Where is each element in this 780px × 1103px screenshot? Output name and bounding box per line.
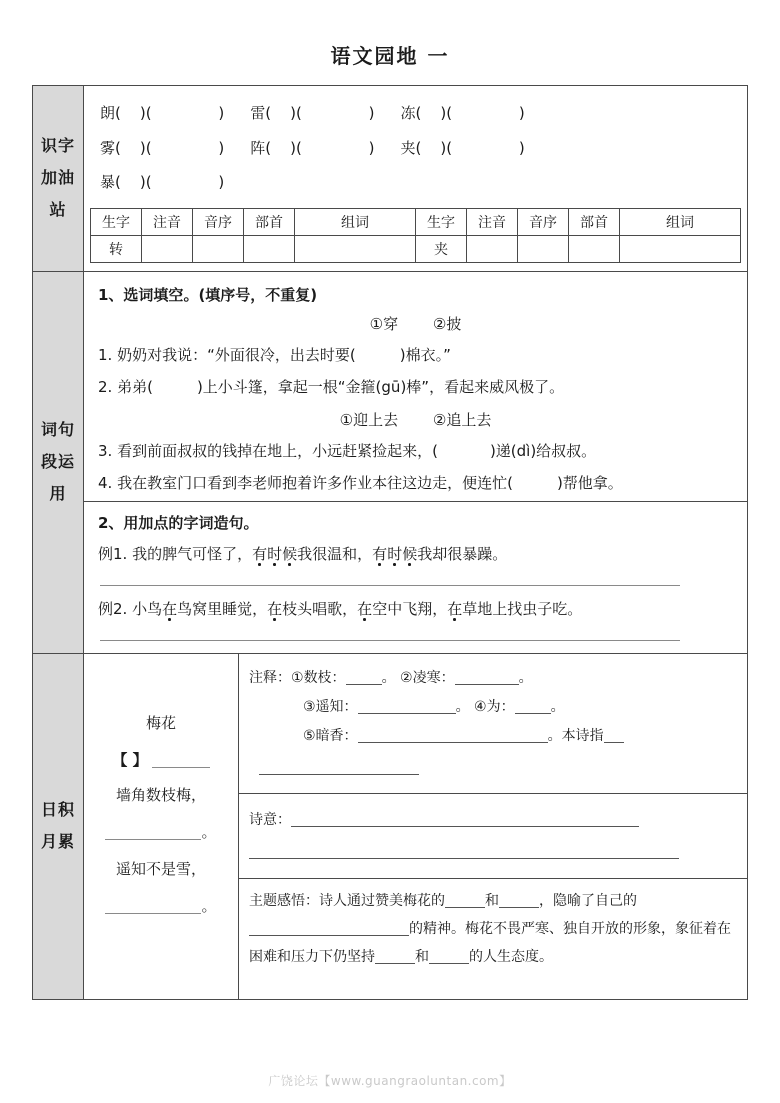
char-practice-rows bbox=[84, 86, 747, 206]
ex2-p0: 小鸟 bbox=[132, 599, 163, 618]
poem-line-3: 遥知不是雪， bbox=[115, 859, 206, 878]
note-num-3: ③ bbox=[303, 698, 316, 715]
question-1-item-2 bbox=[84, 370, 747, 403]
note-term-4: 为： bbox=[486, 698, 515, 715]
note-term-2: 凌寒： bbox=[412, 669, 455, 686]
cell-bushou-1[interactable] bbox=[244, 235, 295, 262]
col-header-yinxu-1: 音序 bbox=[193, 208, 244, 235]
poem-column bbox=[84, 654, 239, 999]
theme-conn-4: 象，象征着在困难和压力下仍坚持 bbox=[249, 921, 731, 966]
char-blank-item[interactable]: 雾( )( ) bbox=[100, 138, 225, 157]
theme-lead: 主题感悟：诗人通过赞美梅花的 bbox=[249, 893, 445, 910]
shiyi-blank-2[interactable] bbox=[249, 858, 679, 859]
theme-blank-1[interactable] bbox=[445, 907, 485, 908]
table-header-row bbox=[91, 208, 741, 235]
item-2-prefix: 2. 弟弟( bbox=[98, 378, 153, 396]
note-num-2: ② bbox=[400, 669, 413, 686]
item-2-suffix: )上小斗篷，拿起一根“金箍(gū)棒”，看起来威风极了。 bbox=[196, 378, 565, 396]
item-3-suffix: )递(dì)给叔叔。 bbox=[489, 441, 597, 460]
item-1-prefix: 1. 奶奶对我说：“外面很冷，出去时要( bbox=[98, 345, 356, 364]
spacer bbox=[374, 96, 400, 131]
note-blank-1[interactable] bbox=[346, 684, 382, 685]
col-header-shengzi-1: 生字 bbox=[91, 208, 142, 235]
notes-line-1 bbox=[249, 664, 741, 693]
options-group-b bbox=[84, 403, 747, 434]
theme-blank-5[interactable] bbox=[429, 963, 469, 964]
cijuduan-body bbox=[84, 271, 748, 653]
poem-area bbox=[84, 654, 747, 999]
theme-blank-3[interactable] bbox=[249, 935, 409, 936]
options-group-a bbox=[84, 307, 747, 338]
col-header-shengzi-2: 生字 bbox=[416, 208, 467, 235]
ex2-p4: 枝头唱歌， bbox=[282, 599, 358, 618]
option-a-1[interactable]: ①穿 bbox=[369, 314, 399, 333]
notes-continuation-line bbox=[249, 752, 741, 789]
notes-tail-blank[interactable] bbox=[604, 742, 624, 743]
ex1-dotted-1: 有时候 bbox=[252, 544, 298, 563]
answer-line-1[interactable] bbox=[100, 584, 680, 586]
shizi-body bbox=[84, 86, 748, 272]
author-bracket: 【 】 bbox=[112, 750, 148, 769]
char-row bbox=[84, 96, 747, 131]
note-blank-4[interactable] bbox=[515, 713, 551, 714]
spacer bbox=[224, 131, 250, 166]
table-row bbox=[91, 235, 741, 262]
sidebar-label-shizi: 识字加油站 bbox=[33, 86, 84, 272]
theme-conn-5: 和 bbox=[415, 949, 429, 966]
cell-yinxu-2[interactable] bbox=[518, 235, 569, 262]
char-blank-item[interactable]: 朗( )( ) bbox=[100, 104, 225, 122]
question-2-heading: 2、用加点的字词造句。 bbox=[98, 513, 259, 532]
answer-line-2[interactable] bbox=[100, 639, 680, 641]
section-row-rijiyuelei bbox=[33, 653, 748, 999]
cell-yinxu-1[interactable] bbox=[193, 235, 244, 262]
item-1-suffix: )棉衣。” bbox=[399, 345, 451, 364]
ex2-p2: 鸟窝里睡觉， bbox=[177, 599, 268, 618]
footer-watermark: 广饶论坛【www.guangraoluntan.com】 bbox=[268, 1074, 512, 1088]
theme-conn-6: 的人生态度。 bbox=[469, 949, 553, 966]
char-blank-item[interactable]: 阵( )( ) bbox=[250, 138, 375, 157]
char-row bbox=[84, 131, 747, 166]
notes-lead: 注释： bbox=[249, 669, 291, 686]
poem-blank[interactable] bbox=[105, 839, 201, 840]
note-end-3: 。 bbox=[455, 698, 470, 715]
col-header-zuci-2: 组词 bbox=[620, 208, 741, 235]
spacer bbox=[374, 131, 400, 166]
notes-tail-text: 本诗指 bbox=[561, 728, 604, 745]
notes-line-3 bbox=[249, 722, 741, 751]
cell-zuci-2[interactable] bbox=[620, 235, 741, 262]
shiyi-blank-1[interactable] bbox=[291, 826, 639, 827]
col-header-zuci-1: 组词 bbox=[295, 208, 416, 235]
question-2-block bbox=[84, 502, 747, 653]
char-row bbox=[84, 165, 747, 200]
note-blank-3[interactable] bbox=[358, 713, 456, 714]
example-2-label: 例2. bbox=[98, 599, 133, 618]
option-a-2[interactable]: ②披 bbox=[432, 314, 462, 333]
poem-title: 梅花 bbox=[145, 713, 176, 732]
question-1-item-3 bbox=[84, 434, 747, 467]
theme-blank-4[interactable] bbox=[375, 963, 415, 964]
char-blank-item[interactable]: 冻( )( ) bbox=[400, 104, 525, 122]
note-num-4: ④ bbox=[474, 698, 487, 715]
sidebar-label-cijuduan: 词句段运用 bbox=[33, 271, 84, 653]
poem-period-2: 。 bbox=[201, 896, 217, 915]
cell-zhuyin-1[interactable] bbox=[142, 235, 193, 262]
note-num-1: ① bbox=[291, 669, 304, 686]
ex2-dotted-3: 在 bbox=[357, 599, 373, 618]
item-4-suffix: )帮他拿。 bbox=[556, 474, 623, 492]
note-term-3: 遥知： bbox=[315, 698, 358, 715]
theme-conn-3: 的精神。梅花不畏严寒、独自开放的形 bbox=[409, 921, 647, 938]
cell-shengzi-1: 转 bbox=[91, 235, 142, 262]
notes-line-2 bbox=[249, 693, 741, 722]
theme-conn-1: 和 bbox=[485, 893, 499, 910]
poem-exercise-column bbox=[239, 654, 747, 999]
notes-continuation-blank[interactable] bbox=[259, 774, 419, 775]
char-blank-item[interactable]: 夹( )( ) bbox=[400, 138, 525, 157]
notes-block bbox=[239, 654, 747, 794]
poem-line-1: 墙角数枝梅， bbox=[115, 785, 206, 804]
col-header-zhuyin-2: 注音 bbox=[467, 208, 518, 235]
section-row-cijuduan bbox=[33, 271, 748, 653]
poem-line-2-blank[interactable] bbox=[84, 822, 238, 862]
ex2-p6: 空中飞翔， bbox=[372, 599, 448, 618]
note-term-1: 数枝： bbox=[303, 669, 346, 686]
ex2-dotted-1: 在 bbox=[162, 599, 178, 618]
cell-shengzi-2: 夹 bbox=[416, 235, 467, 262]
poem-line-4-blank[interactable] bbox=[84, 896, 238, 936]
poem-author-blank[interactable] bbox=[84, 750, 238, 788]
question-1-item-4 bbox=[84, 466, 747, 499]
ex2-dotted-2: 在 bbox=[267, 599, 283, 618]
poem-period-1: 。 bbox=[201, 822, 217, 841]
note-term-5: 暗香： bbox=[315, 728, 358, 745]
item-3-prefix: 3. 看到前面叔叔的钱掉在地上，小远赶紧捡起来，( bbox=[98, 441, 438, 460]
ex2-p8: 草地上找虫子吃。 bbox=[462, 599, 583, 618]
shiyi-label: 诗意： bbox=[249, 812, 291, 829]
note-end-2: 。 bbox=[518, 669, 533, 686]
note-end-1: 。 bbox=[381, 669, 396, 686]
example-1-label: 例1. bbox=[98, 544, 133, 563]
cell-zuci-1[interactable] bbox=[295, 235, 416, 262]
section-row-shizi bbox=[33, 86, 748, 272]
option-b-1[interactable]: ①迎上去 bbox=[339, 410, 399, 429]
col-header-bushou-1: 部首 bbox=[244, 208, 295, 235]
worksheet-table bbox=[32, 85, 748, 1000]
spacer bbox=[224, 96, 250, 131]
sidebar-label-rijiyuelei: 日积月累 bbox=[33, 653, 84, 999]
note-end-4: 。 bbox=[550, 698, 565, 715]
cell-bushou-2[interactable] bbox=[569, 235, 620, 262]
page-title: 语文园地 一 bbox=[330, 44, 450, 68]
theme-blank-2[interactable] bbox=[499, 907, 539, 908]
note-num-5: ⑤ bbox=[303, 728, 316, 745]
note-blank-2[interactable] bbox=[455, 684, 519, 685]
ex1-p2: 我很温和， bbox=[297, 544, 373, 563]
item-4-prefix: 4. 我在教室门口看到李老师抱着许多作业本往这边走，便连忙( bbox=[98, 474, 513, 492]
example-sentence-2 bbox=[84, 590, 747, 621]
col-header-bushou-2: 部首 bbox=[569, 208, 620, 235]
example-sentence-1 bbox=[84, 535, 747, 566]
note-blank-5[interactable] bbox=[358, 742, 548, 743]
question-1-heading: 1、选词填空。(填序号，不重复) bbox=[98, 285, 318, 304]
col-header-zhuyin-1: 注音 bbox=[142, 208, 193, 235]
option-b-2[interactable]: ②追上去 bbox=[432, 410, 492, 429]
ex1-p0: 我的脾气可怪了， bbox=[132, 544, 253, 563]
ex2-dotted-4: 在 bbox=[447, 599, 463, 618]
theme-conn-2: ，隐喻了自己的 bbox=[539, 893, 637, 910]
new-character-table bbox=[90, 208, 741, 263]
ex1-p4: 我却很暴躁。 bbox=[417, 544, 508, 563]
question-1-item-1 bbox=[84, 338, 747, 371]
char-blank-item[interactable]: 暴( )( ) bbox=[100, 173, 225, 191]
col-header-yinxu-2: 音序 bbox=[518, 208, 569, 235]
cell-zhuyin-2[interactable] bbox=[467, 235, 518, 262]
shiyi-line-2 bbox=[249, 836, 741, 868]
poem-blank[interactable] bbox=[105, 913, 201, 914]
ex1-dotted-2: 有时候 bbox=[372, 544, 418, 563]
question-1-block bbox=[84, 272, 747, 501]
note-end-5: 。 bbox=[547, 728, 562, 745]
author-name-blank[interactable] bbox=[152, 767, 210, 768]
char-blank-item[interactable]: 雷( )( ) bbox=[250, 104, 375, 122]
rijiyuelei-body bbox=[84, 653, 748, 999]
theme-block bbox=[239, 879, 747, 977]
shiyi-block bbox=[239, 794, 747, 878]
